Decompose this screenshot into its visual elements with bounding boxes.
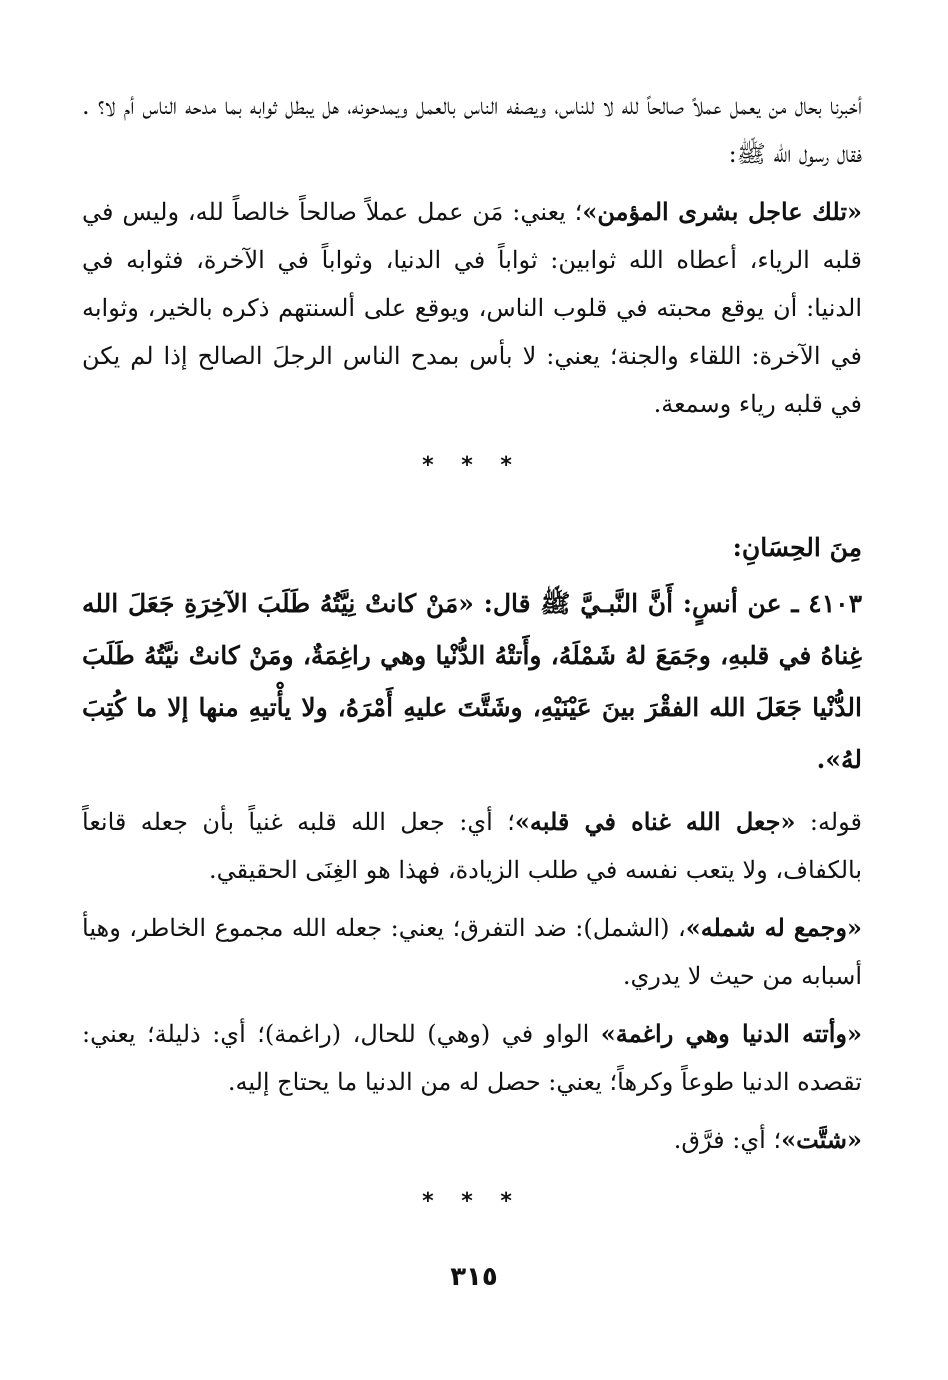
hadith-text: ٤١٠٣ ـ عن أنسٍ: أَنَّ النَّبـيَّ ﷺ قال: «مَنْ كانتْ نِيَّتُهُ طَلَبَ الآخِرَةِ جَعَلَ الله غِناهُ في قلبهِ، وجَمَعَ لهُ شَمْلَهُ، وأَتتْهُ الدُّنْيا وهي راغِمَةٌ، ومَنْ كانتْ نيَّتُهُ طَلَبَ الدُّنْيا جَعَلَ الله الفقْرَ بينَ عَيْنَيْهِ، وشَتَّتَ عليهِ أَمْرَهُ، ولا يأْتيهِ منها إلا ما كُتِبَ لهُ».	[82, 589, 862, 774]
section-heading: مِنَ الحِسَانِ:	[732, 533, 862, 562]
commentary-quote: «وأتته الدنيا وهي راغمة»	[600, 1019, 862, 1048]
page-body	[82, 82, 862, 1260]
commentary-text: ؛ أي: فرَّق.	[673, 1126, 782, 1154]
commentary-quote: «شتَّت»	[781, 1125, 862, 1154]
page-number: ٣١٥	[450, 1262, 498, 1292]
explanation-paragraph	[82, 188, 862, 428]
commentary-lead: قوله:	[795, 808, 862, 836]
commentary-paragraph	[82, 1116, 862, 1164]
commentary-text: ؛ أي: جعل الله قلبه غنياً بأن جعله قانعاً بالكفاف، ولا يتعب نفسه في طلب الزيادة، فهذا هو الغِنَى الحقيقي.	[82, 808, 862, 884]
commentary-paragraph	[82, 798, 862, 894]
commentary-quote: «وجمع له شمله»	[685, 913, 862, 942]
commentary-paragraph	[82, 904, 862, 1000]
section-separator: * * *	[422, 453, 522, 478]
explanation-text: ؛ يعني: مَن عمل عملاً صالحاً خالصاً لله، وليس في قلبه الرياء، أعطاه الله ثوابين: ثواباً في الدنيا، وثواباً في الآخرة، فثوابه في الدنيا: أن يوقع محبته في قلوب الناس، ويوقع على ألسنتهم ذكره بالخير، وثوابه في الآخرة: اللقاء والجنة؛ يعني: لا بأس بمدح الناس الرجلَ الصالح إذا لم يكن في قلبه رياء وسمعة.	[82, 198, 862, 418]
commentary-text: ، (الشمل): ضد التفرق؛ يعني: جعله الله مجموع الخاطر، وهيأ أسبابه من حيث لا يدري.	[82, 914, 862, 990]
commentary-text: الواو في (وهي) للحال، (راغمة)؛ أي: ذليلة؛ يعني: تقصده الدنيا طوعاً وكرهاً؛ يعني: حصل له من الدنيا ما يحتاج إليه.	[82, 1020, 862, 1096]
commentary-paragraph	[82, 1010, 862, 1106]
commentary-quote: «جعل الله غناه في قلبه»	[514, 807, 796, 836]
quote-bold: «تلك عاجل بشرى المؤمن»	[582, 197, 863, 226]
intro-text: أخبرنا بحال من يعمل عملاً صالحاً لله لا للناس، ويصفه الناس بالعمل ويمدحونه، هل يبطل ثوابه بما مدحه الناس أم لا؟ . فقال رسول الله ﷺ:	[82, 92, 862, 168]
intro-paragraph	[82, 82, 862, 178]
section-separator: * * *	[422, 1189, 522, 1214]
